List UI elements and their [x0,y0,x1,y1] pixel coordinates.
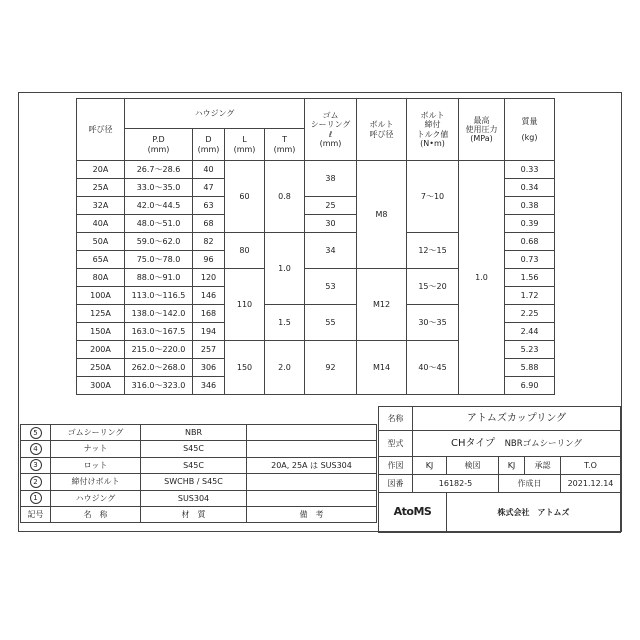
hdr-seal: ゴム シーリング ℓ (mm) [305,99,357,161]
parts-row [21,474,377,490]
parts-header [21,506,377,522]
d-cell: 168 [193,305,225,323]
part-material: SWCHB / S45C [141,474,247,490]
pd-cell: 215.0～220.0 [125,341,193,359]
hdr-l: L (mm) [225,129,265,161]
t-cell: 1.5 [265,305,305,341]
torque-cell: 12～15 [407,233,459,269]
approved-value: T.O [561,457,621,475]
part-no: 5 [21,425,51,441]
type-value: CHタイプ NBRゴムシーリング [413,431,621,457]
size-cell: 32A [77,197,125,215]
company-name: 株式会社 アトムズ [447,493,621,533]
hdr-mass: 質量 (kg) [505,99,555,161]
seal-cell: 30 [305,215,357,233]
hdr-pd: P.D (mm) [125,129,193,161]
torque-cell: 15～20 [407,269,459,305]
hdr-pressure: 最高 使用圧力 (MPa) [459,99,505,161]
name-label: 名称 [379,407,413,431]
l-cell: 150 [225,341,265,395]
drawn-label: 作図 [379,457,413,475]
part-name: ロット [51,457,141,473]
size-cell: 20A [77,161,125,179]
seal-cell: 38 [305,161,357,197]
d-cell: 194 [193,323,225,341]
hdr-part-note: 備 考 [247,506,377,522]
size-cell: 200A [77,341,125,359]
approved-label: 承認 [525,457,561,475]
size-cell: 125A [77,305,125,323]
seal-cell: 92 [305,341,357,395]
parts-row [21,490,377,506]
size-cell: 100A [77,287,125,305]
size-cell: 250A [77,359,125,377]
pd-cell: 138.0～142.0 [125,305,193,323]
size-cell: 65A [77,251,125,269]
torque-cell: 7～10 [407,161,459,233]
mass-cell: 0.34 [505,179,555,197]
d-cell: 120 [193,269,225,287]
torque-cell: 40～45 [407,341,459,395]
d-cell: 68 [193,215,225,233]
l-cell: 110 [225,269,265,341]
size-cell: 40A [77,215,125,233]
spec-table [76,98,555,395]
part-material: S45C [141,457,247,473]
part-no: 1 [21,490,51,506]
part-material: NBR [141,425,247,441]
part-name: ハウジング [51,490,141,506]
t-cell: 2.0 [265,341,305,395]
mass-cell: 6.90 [505,377,555,395]
torque-cell: 30～35 [407,305,459,341]
part-no: 2 [21,474,51,490]
pd-cell: 262.0～268.0 [125,359,193,377]
part-name: 締付けボルト [51,474,141,490]
part-material: SUS304 [141,490,247,506]
l-cell: 60 [225,161,265,233]
hdr-bolt: ボルト 呼び径 [357,99,407,161]
hdr-t: T (mm) [265,129,305,161]
size-cell: 50A [77,233,125,251]
size-cell: 150A [77,323,125,341]
part-note [247,441,377,457]
d-cell: 346 [193,377,225,395]
parts-row [21,425,377,441]
seal-cell: 53 [305,269,357,305]
part-no: 4 [21,441,51,457]
pd-cell: 316.0～323.0 [125,377,193,395]
hdr-part-no: 記号 [21,506,51,522]
bolt-cell: M8 [357,161,407,269]
pd-cell: 75.0～78.0 [125,251,193,269]
size-cell: 300A [77,377,125,395]
mass-cell: 0.38 [505,197,555,215]
part-no: 3 [21,457,51,473]
part-note [247,474,377,490]
bolt-cell: M14 [357,341,407,395]
part-note: 20A, 25A は SUS304 [247,457,377,473]
hdr-part-material: 材 質 [141,506,247,522]
pd-cell: 48.0～51.0 [125,215,193,233]
checked-label: 検図 [447,457,499,475]
mass-cell: 5.23 [505,341,555,359]
d-cell: 146 [193,287,225,305]
hdr-nominal: 呼び径 [77,99,125,161]
pd-cell: 26.7～28.6 [125,161,193,179]
type-label: 型式 [379,431,413,457]
part-name: ナット [51,441,141,457]
date-value: 2021.12.14 [561,475,621,493]
seal-cell: 25 [305,197,357,215]
mass-cell: 5.88 [505,359,555,377]
mass-cell: 1.56 [505,269,555,287]
drawing-no-value: 16182-5 [413,475,499,493]
drawn-value: KJ [413,457,447,475]
parts-table [20,424,377,523]
part-material: S45C [141,441,247,457]
part-name: ゴムシーリング [51,425,141,441]
pd-cell: 113.0～116.5 [125,287,193,305]
drawing-no-label: 図番 [379,475,413,493]
mass-cell: 2.25 [505,305,555,323]
pd-cell: 163.0～167.5 [125,323,193,341]
d-cell: 96 [193,251,225,269]
part-note [247,490,377,506]
title-block [378,406,621,533]
mass-cell: 0.73 [505,251,555,269]
mass-cell: 0.39 [505,215,555,233]
product-name: アトムズカップリング [413,407,621,431]
mass-cell: 0.68 [505,233,555,251]
parts-row [21,457,377,473]
bolt-cell: M12 [357,269,407,341]
d-cell: 257 [193,341,225,359]
t-cell: 0.8 [265,161,305,233]
seal-cell: 55 [305,305,357,341]
d-cell: 82 [193,233,225,251]
mass-cell: 0.33 [505,161,555,179]
hdr-d: D (mm) [193,129,225,161]
company-logo: AtoMS [379,493,447,533]
d-cell: 63 [193,197,225,215]
checked-value: KJ [499,457,525,475]
pressure-cell: 1.0 [459,161,505,395]
parts-row [21,441,377,457]
pd-cell: 59.0～62.0 [125,233,193,251]
seal-cell: 34 [305,233,357,269]
d-cell: 40 [193,161,225,179]
table-row [77,161,555,179]
pd-cell: 88.0～91.0 [125,269,193,287]
mass-cell: 2.44 [505,323,555,341]
date-label: 作成日 [499,475,561,493]
part-note [247,425,377,441]
pd-cell: 33.0～35.0 [125,179,193,197]
d-cell: 47 [193,179,225,197]
pd-cell: 42.0～44.5 [125,197,193,215]
hdr-part-name: 名 称 [51,506,141,522]
size-cell: 25A [77,179,125,197]
d-cell: 306 [193,359,225,377]
hdr-housing: ハウジング [125,99,305,129]
mass-cell: 1.72 [505,287,555,305]
size-cell: 80A [77,269,125,287]
l-cell: 80 [225,233,265,269]
t-cell: 1.0 [265,233,305,305]
hdr-torque: ボルト 締付 トルク値 (N•m) [407,99,459,161]
